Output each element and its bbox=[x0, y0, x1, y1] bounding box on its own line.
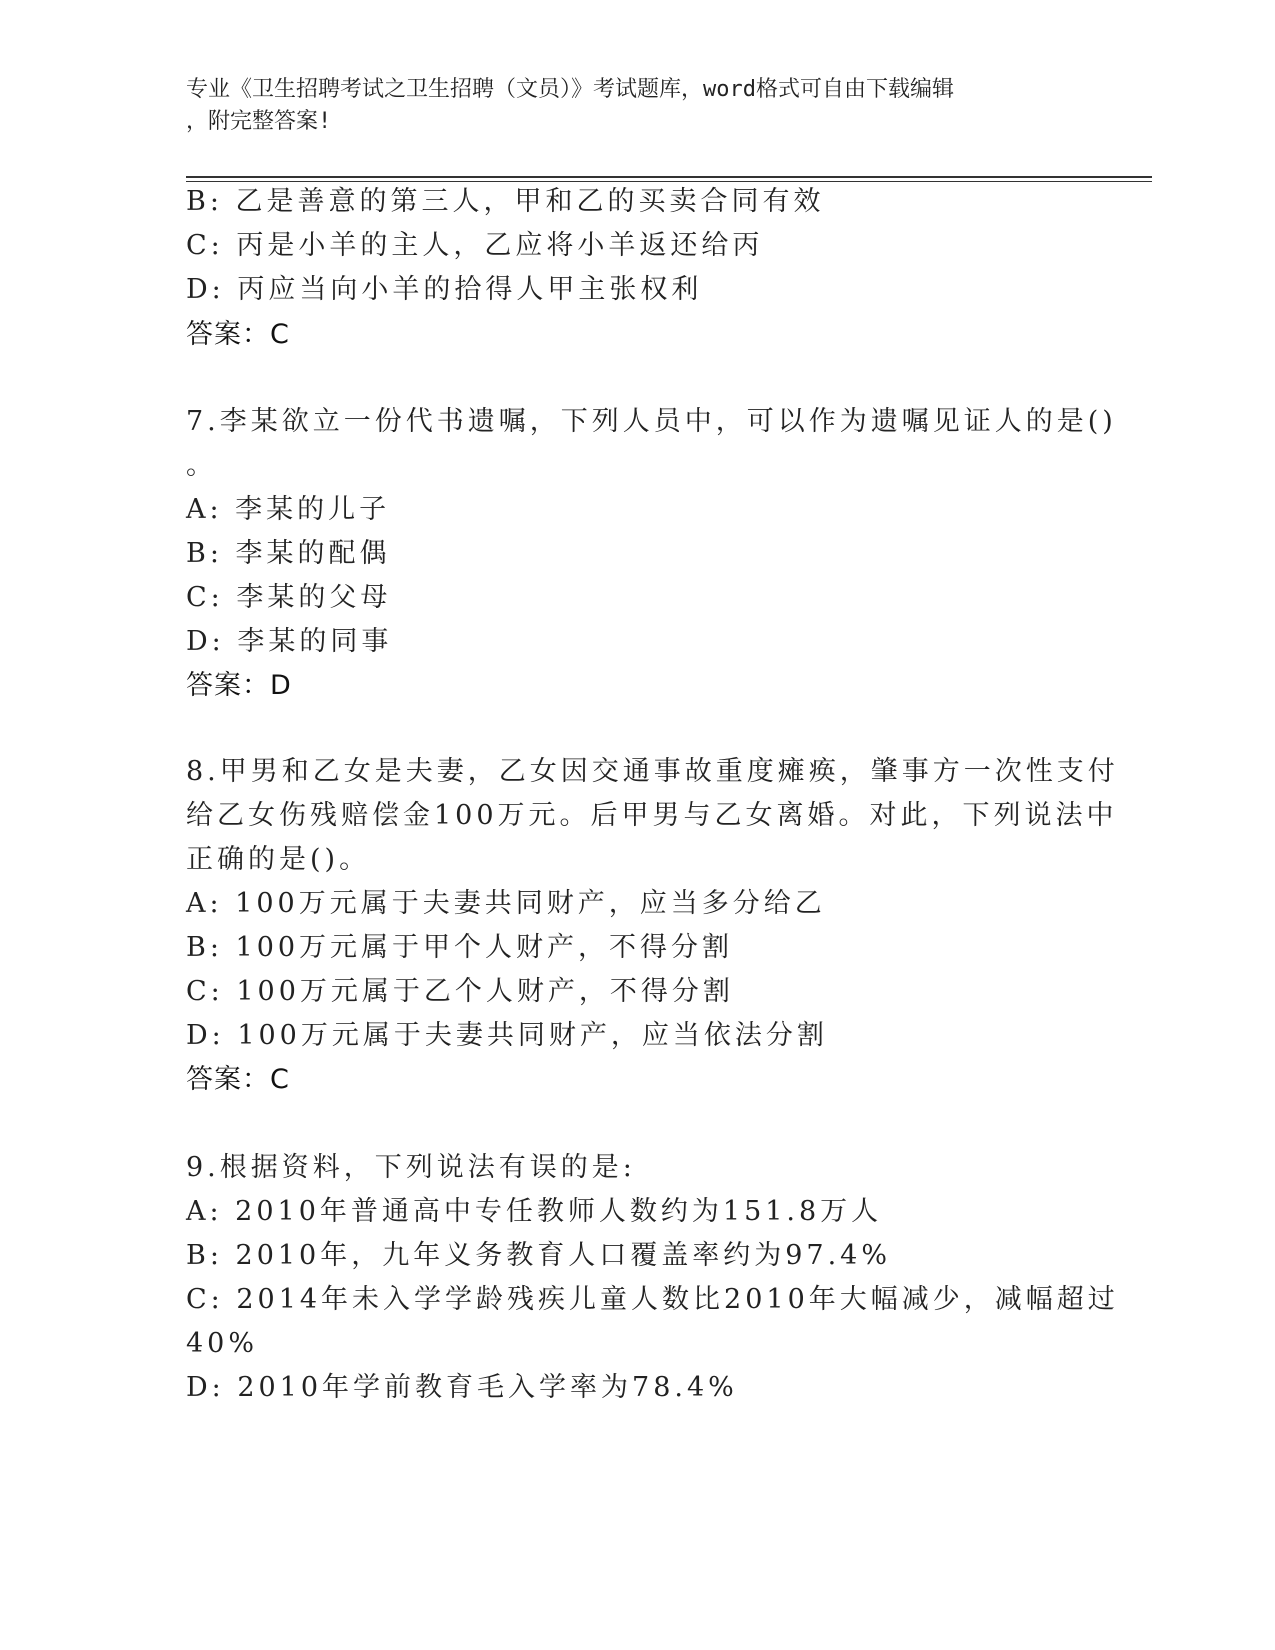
q7-option-c: C: 李某的父母 bbox=[186, 582, 392, 613]
q8-stem-line-1: 8.甲男和乙女是夫妻，乙女因交通事故重度瘫痪，肇事方一次性支付 bbox=[186, 756, 1119, 787]
header-divider-thick bbox=[186, 176, 1152, 178]
q9-option-c-line-1: C: 2014年未入学学龄残疾儿童人数比2010年大幅减少，减幅超过 bbox=[186, 1284, 1119, 1315]
q9-stem-line-1: 9.根据资料，下列说法有误的是: bbox=[186, 1152, 636, 1183]
q8-option-d: D: 100万元属于夫妻共同财产，应当依法分割 bbox=[186, 1020, 828, 1051]
header-line-2: ，附完整答案! bbox=[186, 109, 332, 134]
q6-option-b: B: 乙是善意的第三人，甲和乙的买卖合同有效 bbox=[186, 186, 825, 217]
q7-stem-line-2: 。 bbox=[186, 450, 217, 481]
q8-option-c: C: 100万元属于乙个人财产，不得分割 bbox=[186, 976, 734, 1007]
q6-option-c: C: 丙是小羊的主人，乙应将小羊返还给丙 bbox=[186, 230, 764, 261]
q7-option-a: A: 李某的儿子 bbox=[186, 494, 391, 525]
q7-option-b: B: 李某的配偶 bbox=[186, 538, 391, 569]
q9-option-d: D: 2010年学前教育毛入学率为78.4% bbox=[186, 1372, 738, 1403]
q8-answer: 答案：C bbox=[186, 1064, 290, 1095]
q7-answer: 答案：D bbox=[186, 670, 292, 701]
q8-option-a: A: 100万元属于夫妻共同财产，应当多分给乙 bbox=[186, 888, 826, 919]
q8-stem-line-2: 给乙女伤残赔偿金100万元。后甲男与乙女离婚。对此，下列说法中 bbox=[186, 800, 1118, 831]
q9-option-a: A: 2010年普通高中专任教师人数约为151.8万人 bbox=[186, 1196, 883, 1227]
q7-stem-line-1: 7.李某欲立一份代书遗嘱，下列人员中，可以作为遗嘱见证人的是() bbox=[186, 406, 1117, 437]
q6-answer: 答案：C bbox=[186, 319, 290, 350]
q8-option-b: B: 100万元属于甲个人财产，不得分割 bbox=[186, 932, 734, 963]
q8-stem-line-3: 正确的是()。 bbox=[186, 844, 371, 875]
q7-option-d: D: 李某的同事 bbox=[186, 626, 393, 657]
q9-option-c-line-2: 40% bbox=[186, 1328, 259, 1359]
document-header bbox=[186, 74, 1066, 138]
q9-option-b: B: 2010年，九年义务教育人口覆盖率约为97.4% bbox=[186, 1240, 892, 1271]
header-line-1: 专业《卫生招聘考试之卫生招聘（文员）》考试题库，word格式可自由下载编辑 bbox=[186, 77, 954, 102]
header-divider-thin bbox=[186, 181, 1152, 182]
q6-option-d: D: 丙应当向小羊的拾得人甲主张权利 bbox=[186, 274, 703, 305]
